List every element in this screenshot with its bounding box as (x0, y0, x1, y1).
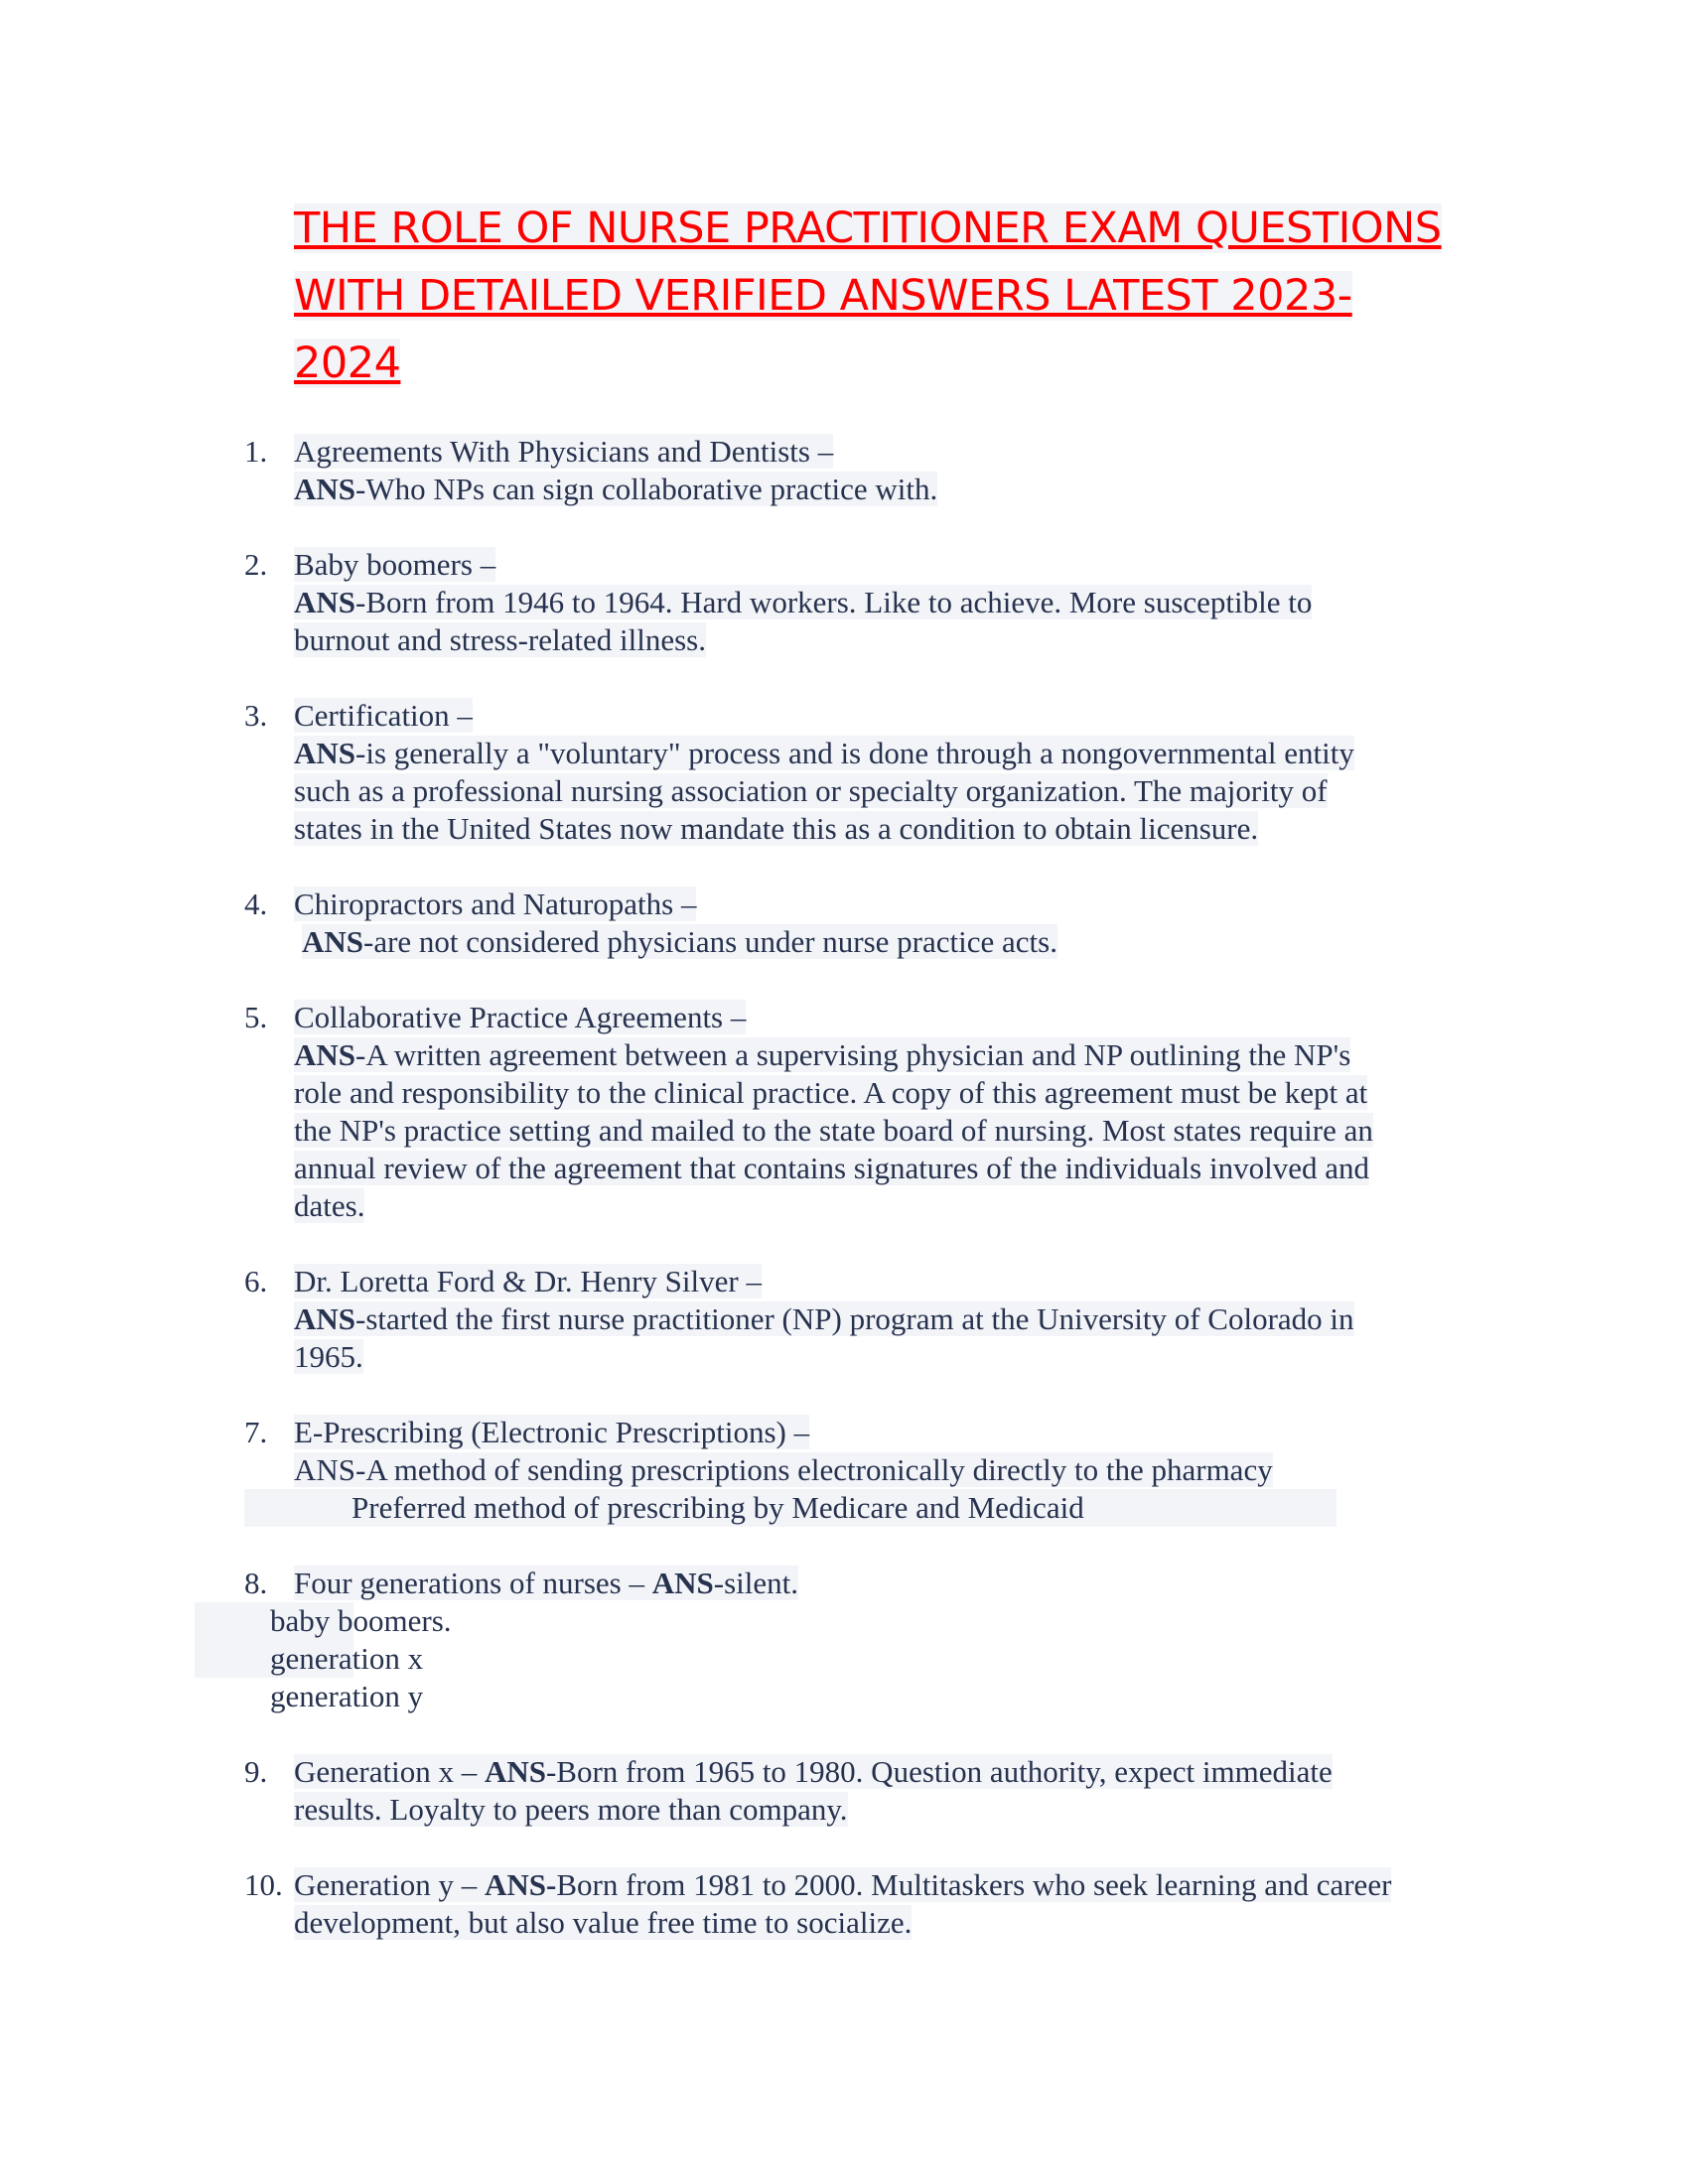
answer-text: the NP's practice setting and mailed to the state board of nursing. Most states require an (294, 1113, 1373, 1148)
answer-text: role and responsibility to the clinical practice. A copy of this agreement must be kept at (294, 1075, 1368, 1110)
item-term: Certification – (294, 698, 473, 733)
answer-text: -started the first nurse practitioner (NP) program at the University of Colorado in (355, 1301, 1354, 1336)
answer-text: -is generally a "voluntary" process and is done through a nongovernmental entity (355, 736, 1354, 770)
item-number: 2. (244, 547, 268, 582)
ans-label: ANS- (484, 1867, 557, 1902)
item-number: 8. (244, 1566, 268, 1600)
document-title (294, 195, 1485, 397)
answer-text: -A written agreement between a supervising physician and NP outlining the NP's (355, 1037, 1351, 1072)
item-term: Generation x – (294, 1754, 485, 1789)
item-term: Baby boomers – (294, 547, 496, 582)
answer-text: states in the United States now mandate this as a condition to obtain licensure. (294, 811, 1259, 846)
item-number: 7. (244, 1415, 268, 1449)
answer-text: -Born from 1946 to 1964. Hard workers. Like to achieve. More susceptible to (355, 585, 1313, 619)
answer-text: dates. (294, 1188, 365, 1223)
answer-text: -Born from 1965 to 1980. Question authority, expect immediate (545, 1754, 1333, 1789)
title-line-3: 2024 (294, 339, 401, 388)
ans-label: ANS (484, 1754, 546, 1789)
answer-text: -silent. (713, 1566, 799, 1600)
ans-label: ANS (302, 924, 364, 959)
item-term: Four generations of nurses – (294, 1566, 652, 1600)
ans-label: ANS (651, 1566, 714, 1600)
answer-text: burnout and stress-related illness. (294, 622, 706, 657)
answer-text: results. Loyalty to peers more than company. (294, 1792, 848, 1827)
item-number: 5. (244, 1000, 268, 1034)
answer-text: 1965. (294, 1339, 363, 1374)
answer-text: Preferred method of prescribing by Medicare and Medicaid (352, 1490, 1084, 1525)
answer-text: Born from 1981 to 2000. Multitaskers who seek learning and career (556, 1867, 1392, 1902)
item-term: Generation y – (294, 1867, 485, 1902)
item-number: 1. (244, 434, 268, 469)
answer-text: such as a professional nursing association or specialty organization. The majority of (294, 773, 1328, 808)
item-term: Chiropractors and Naturopaths – (294, 887, 697, 921)
ans-label: ANS (294, 1037, 356, 1072)
sub-item: baby boomers. (270, 1603, 452, 1638)
item-term: Dr. Loretta Ford & Dr. Henry Silver – (294, 1264, 762, 1298)
sub-item: generation x (270, 1641, 424, 1676)
item-number: 4. (244, 887, 268, 921)
ans-label: ANS (294, 472, 356, 506)
item-term: E-Prescribing (Electronic Prescriptions) – (294, 1415, 810, 1449)
answer-text: -are not considered physicians under nurse practice acts. (363, 924, 1057, 959)
item-number: 6. (244, 1264, 268, 1298)
sub-item: generation y (270, 1679, 424, 1713)
item-term: Collaborative Practice Agreements – (294, 1000, 747, 1034)
answer-text: annual review of the agreement that contains signatures of the individuals involved and (294, 1151, 1369, 1185)
item-number: 3. (244, 698, 268, 733)
answer-text: development, but also value free time to socialize. (294, 1905, 913, 1940)
item-number: 9. (244, 1754, 268, 1789)
title-line-2: WITH DETAILED VERIFIED ANSWERS LATEST 2023- (294, 271, 1352, 321)
title-line-1: THE ROLE OF NURSE PRACTITIONER EXAM QUESTIONS (294, 204, 1442, 253)
answer-text: -Who NPs can sign collaborative practice with. (355, 472, 938, 506)
answer-text: ANS-A method of sending prescriptions electronically directly to the pharmacy (294, 1452, 1273, 1487)
item-term: Agreements With Physicians and Dentists – (294, 434, 834, 469)
item-number: 10. (244, 1867, 283, 1902)
ans-label: ANS (294, 1301, 356, 1336)
ans-label: ANS (294, 585, 356, 619)
ans-label: ANS (294, 736, 356, 770)
